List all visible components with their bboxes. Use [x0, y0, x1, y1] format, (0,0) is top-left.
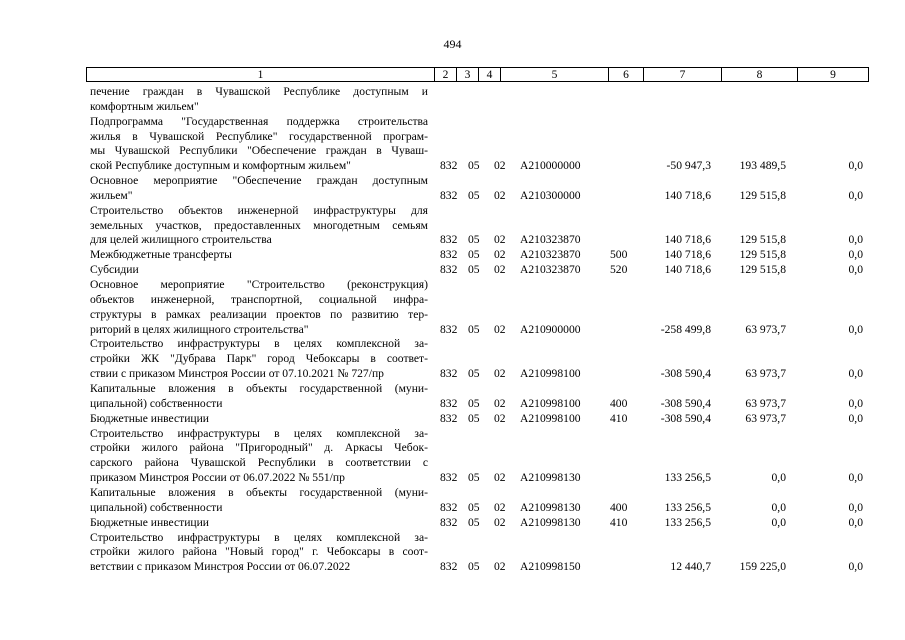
- subsection-code: 02: [494, 263, 506, 277]
- row-description: [90, 248, 428, 263]
- amount-col8: 0,0: [771, 471, 786, 485]
- description-line: стройки жилого района "Новый город" г. Чебоксары в соот-: [90, 545, 428, 559]
- section-code: 05: [468, 367, 480, 381]
- amount-col7: 140 718,6: [664, 188, 711, 202]
- amount-col7: -50 947,3: [666, 159, 711, 173]
- ministry-code: 832: [440, 411, 458, 425]
- description-line: для целей жилищного строительства: [90, 233, 272, 247]
- row-description: [90, 382, 428, 412]
- table-header: [86, 67, 868, 82]
- amount-col7: 140 718,6: [664, 263, 711, 277]
- section-code: 05: [468, 188, 480, 202]
- amount-col7: 12 440,7: [670, 560, 711, 574]
- amount-col9: 0,0: [848, 188, 863, 202]
- description-line: стройки жилого района "Пригородный" д. Аркасы Чебок-: [90, 441, 428, 455]
- page-number: 494: [443, 37, 462, 51]
- description-line: ципальной) собственности: [90, 396, 223, 410]
- target-article-code: A210998150: [520, 560, 581, 574]
- amount-col7: -308 590,4: [660, 396, 711, 410]
- section-code: 05: [468, 500, 480, 514]
- amount-col8: 63 973,7: [745, 322, 786, 336]
- amount-col8: 159 225,0: [739, 560, 786, 574]
- subsection-code: 02: [494, 471, 506, 485]
- section-code: 05: [468, 159, 480, 173]
- section-code: 05: [468, 396, 480, 410]
- amount-col8: 129 515,8: [739, 233, 786, 247]
- table-row: [0, 263, 905, 278]
- description-line: земельных участков, предоставленных многодетным семьям: [90, 218, 428, 232]
- table-row: [0, 204, 905, 249]
- row-description: [90, 412, 428, 427]
- description-line: жилья в Чувашской Республике" государственной програм-: [90, 129, 428, 143]
- row-description: [90, 115, 428, 174]
- description-line: комфортным жильем": [90, 99, 199, 113]
- amount-col7: 133 256,5: [664, 471, 711, 485]
- ministry-code: 832: [440, 159, 458, 173]
- description-line: ветствии с приказом Минстроя России от 06.07.2022: [90, 560, 351, 574]
- description-line: жильем": [90, 188, 133, 202]
- header-cell-2: 2: [434, 67, 457, 82]
- subsection-code: 02: [494, 188, 506, 202]
- ministry-code: 832: [440, 188, 458, 202]
- amount-col9: 0,0: [848, 263, 863, 277]
- amount-col9: 0,0: [848, 233, 863, 247]
- header-cell-4: 4: [478, 67, 501, 82]
- table-row: [0, 412, 905, 427]
- target-article-code: A210998130: [520, 515, 581, 529]
- expense-type-code: 410: [610, 515, 628, 529]
- target-article-code: A210000000: [520, 159, 581, 173]
- expense-type-code: 400: [610, 500, 628, 514]
- amount-col7: -308 590,4: [660, 367, 711, 381]
- subsection-code: 02: [494, 322, 506, 336]
- row-description: [90, 486, 428, 516]
- description-line: Подпрограмма "Государственная поддержка строительства: [90, 114, 428, 128]
- amount-col9: 0,0: [848, 515, 863, 529]
- subsection-code: 02: [494, 411, 506, 425]
- row-description: [90, 516, 428, 531]
- description-line: мы Чувашской Республики "Обеспечение граждан в Чуваш-: [90, 144, 428, 158]
- table-row: [0, 174, 905, 204]
- row-description: [90, 174, 428, 204]
- description-line: сарского района Чувашской Республики в соответствии с: [90, 456, 428, 470]
- amount-col9: 0,0: [848, 500, 863, 514]
- ministry-code: 832: [440, 367, 458, 381]
- amount-col9: 0,0: [848, 248, 863, 262]
- target-article-code: A210900000: [520, 322, 581, 336]
- ministry-code: 832: [440, 263, 458, 277]
- amount-col9: 0,0: [848, 367, 863, 381]
- description-line: Капитальные вложения в объекты государственной (муни-: [90, 382, 428, 395]
- header-cell-1: 1: [86, 67, 435, 82]
- description-line: объектов инженерной, транспортной, социальной инфра-: [90, 292, 428, 306]
- section-code: 05: [468, 515, 480, 529]
- section-code: 05: [468, 560, 480, 574]
- description-line: Основное мероприятие "Строительство (реконструкция): [90, 278, 428, 292]
- ministry-code: 832: [440, 248, 458, 262]
- header-cell-3: 3: [456, 67, 479, 82]
- description-line: Основное мероприятие "Обеспечение граждан доступным: [90, 174, 428, 188]
- table-row: [0, 337, 905, 382]
- target-article-code: A210998100: [520, 396, 581, 410]
- amount-col8: 0,0: [771, 515, 786, 529]
- subsection-code: 02: [494, 233, 506, 247]
- amount-col7: 133 256,5: [664, 500, 711, 514]
- amount-col8: 63 973,7: [745, 396, 786, 410]
- table-row: [0, 516, 905, 531]
- amount-col7: 140 718,6: [664, 233, 711, 247]
- description-line: Капитальные вложения в объекты государственной (муни-: [90, 485, 428, 499]
- amount-col9: 0,0: [848, 322, 863, 336]
- description-line: Строительство инфраструктуры в целях комплексной за-: [90, 426, 428, 440]
- row-description: [90, 263, 428, 278]
- amount-col8: 63 973,7: [745, 367, 786, 381]
- row-description: [90, 85, 428, 115]
- subsection-code: 02: [494, 500, 506, 514]
- description-line: печение граждан в Чувашской Республике доступным и: [90, 85, 428, 98]
- ministry-code: 832: [440, 560, 458, 574]
- header-cell-6: 6: [608, 67, 644, 82]
- header-cell-8: 8: [721, 67, 798, 82]
- target-article-code: A210323870: [520, 248, 581, 262]
- table-row: [0, 531, 905, 576]
- table-row: [0, 382, 905, 412]
- row-description: [90, 278, 428, 337]
- ministry-code: 832: [440, 233, 458, 247]
- expense-type-code: 410: [610, 411, 628, 425]
- amount-col9: 0,0: [848, 396, 863, 410]
- ministry-code: 832: [440, 515, 458, 529]
- ministry-code: 832: [440, 396, 458, 410]
- amount-col7: 133 256,5: [664, 515, 711, 529]
- target-article-code: A210998100: [520, 411, 581, 425]
- description-line: Строительство инфраструктуры в целях комплексной за-: [90, 337, 428, 351]
- table-row: [0, 486, 905, 516]
- description-line: Строительство инфраструктуры в целях комплексной за-: [90, 530, 428, 544]
- row-description: [90, 337, 428, 382]
- description-line: Межбюджетные трансферты: [90, 248, 232, 262]
- description-line: ской Республике доступным и комфортным жильем": [90, 159, 351, 173]
- subsection-code: 02: [494, 248, 506, 262]
- row-description: [90, 204, 428, 249]
- target-article-code: A210998130: [520, 500, 581, 514]
- description-line: Бюджетные инвестиции: [90, 411, 210, 425]
- section-code: 05: [468, 248, 480, 262]
- amount-col8: 129 515,8: [739, 188, 786, 202]
- amount-col9: 0,0: [848, 159, 863, 173]
- target-article-code: A210998100: [520, 367, 581, 381]
- description-line: Бюджетные инвестиции: [90, 515, 210, 529]
- row-description: [90, 427, 428, 486]
- target-article-code: A210323870: [520, 233, 581, 247]
- amount-col7: -258 499,8: [660, 322, 711, 336]
- amount-col8: 0,0: [771, 500, 786, 514]
- expense-type-code: 500: [610, 248, 628, 262]
- amount-col9: 0,0: [848, 411, 863, 425]
- description-line: ципальной) собственности: [90, 500, 223, 514]
- amount-col9: 0,0: [848, 560, 863, 574]
- ministry-code: 832: [440, 500, 458, 514]
- subsection-code: 02: [494, 396, 506, 410]
- ministry-code: 832: [440, 471, 458, 485]
- section-code: 05: [468, 233, 480, 247]
- description-line: ствии с приказом Минстроя России от 07.10.2021 № 727/пр: [90, 367, 384, 381]
- amount-col8: 193 489,5: [739, 159, 786, 173]
- table-row: [0, 115, 905, 174]
- amount-col8: 129 515,8: [739, 263, 786, 277]
- subsection-code: 02: [494, 515, 506, 529]
- amount-col9: 0,0: [848, 471, 863, 485]
- expense-type-code: 400: [610, 396, 628, 410]
- target-article-code: A210998130: [520, 471, 581, 485]
- expense-type-code: 520: [610, 263, 628, 277]
- subsection-code: 02: [494, 159, 506, 173]
- table-row: [0, 427, 905, 486]
- description-line: структуры в рамках реализации проектов по развитию тер-: [90, 307, 428, 321]
- description-line: приказом Минстроя России от 06.07.2022 № 551/пр: [90, 471, 345, 485]
- amount-col8: 129 515,8: [739, 248, 786, 262]
- description-line: риторий в целях жилищного строительства": [90, 322, 309, 336]
- ministry-code: 832: [440, 322, 458, 336]
- row-description: [90, 531, 428, 576]
- section-code: 05: [468, 322, 480, 336]
- table-row: [0, 278, 905, 337]
- description-line: Строительство объектов инженерной инфраструктуры для: [90, 203, 428, 217]
- header-cell-7: 7: [643, 67, 722, 82]
- amount-col8: 63 973,7: [745, 411, 786, 425]
- header-cell-9: 9: [797, 67, 869, 82]
- table-row: [0, 85, 905, 115]
- description-line: стройки ЖК "Дубрава Парк" город Чебоксары в соответ-: [90, 352, 428, 366]
- subsection-code: 02: [494, 367, 506, 381]
- target-article-code: A210300000: [520, 188, 581, 202]
- target-article-code: A210323870: [520, 263, 581, 277]
- header-cell-5: 5: [500, 67, 609, 82]
- subsection-code: 02: [494, 560, 506, 574]
- section-code: 05: [468, 263, 480, 277]
- section-code: 05: [468, 471, 480, 485]
- amount-col7: -308 590,4: [660, 411, 711, 425]
- section-code: 05: [468, 411, 480, 425]
- amount-col7: 140 718,6: [664, 248, 711, 262]
- description-line: Субсидии: [90, 263, 139, 277]
- table-row: [0, 248, 905, 263]
